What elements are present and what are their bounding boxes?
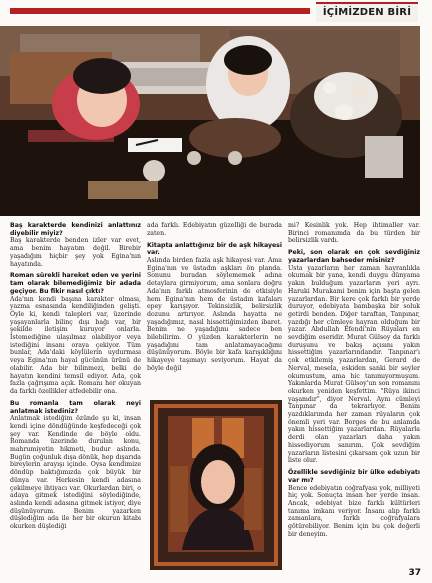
question-text: Roman sürekli hareket eden ve yerini tam olarak bilemediğimiz bir adada geçiyor. Bu fikir nasıl çıktı? [10,272,141,295]
answer-text: mi? Kesinlik yok. Hep ihtimaller var. Birinci romanımda da bu türden bir belirsizlik vardı. [288,222,420,245]
question-text: Bu romanla tam olarak neyi anlatmak istediniz? [10,399,141,415]
interview-photo-illustration [0,26,420,216]
answer-text: Aslında birden fazla aşk hikayesi var. Ama Egina'nın ve üstadın aşkları ön planda. Sonunu buradan söylememek adına detaylara girmiyorum, ama sonlara doğru Ada'nın farklı atmosferinin de etkisiyle hem Egina'nın hem de üstadın kafaları epey karışıyor. Tekinsizlik, belirsizlik dozunu artırıyor. Aslında hayatta ne yaşadığımız, nasıl hissettiğimizden ibaret. Benim ne yaşadığımı sadece ben bilebilirim. O yüzden karakterlerin ne yaşadığını tam anlatamayacağımı düşünüyorum. Böyle bir kafa karışıklığını hikayeye taşımayı seviyorum. Hayat da böyle değil [147,257,282,372]
answer-text: Usta yazarların her zaman hayranlıkla okumak bir yana, kendi duygu dünyama yakın bulduğum yazarların yeri ayrı. Haruki Murakami benim için başta gelen yazarlardan. Bir kere çok farklı bir yerde duruyor, edebiyata bambaşka bir soluk getirdi benden. Diğer taraftan, Tanpınar, yazdığı her cümleye hayran olduğum bir yazar. Abdullah Efendi'nin Rüyaları en sevdiğim eseridir. Murat Gülsoy da farklı duruşunu ve bakış açısını yakın hissettiğim yazarlarındandır. Tanpınar'ı çok etkilemiş yazarlardan, Gerard de Nerval, mesela, eskiden sanki bir seyler okumustum, ama hic tanımıyormuşum. Yakınlarda Murat Gülsoy'un son romanını okurken yeniden keşfettim. "Rüya ikinci yaşamdır", diyor Nerval. Aynı cümleyi Tanpınar da tekrarlıyor. Benim yazdıklarımda her zaman rüyaların çok önemli yeri var. Borges de bu anlamda yakın hissettiğim yazarlardan. Rüyalarla derdi olan yazarları daha yakın hissediyorum sanırım. Çok sevdiğim yazarların listesini çıkarsam çok uzun bir liste olur. [288,264,420,465]
section-title: İÇİMİZDEN BİRİ [316,2,418,22]
answer-text: Ada'nın kendi başına karakter olması, yazma esnasında kendiliğinden gelişti. Öyle ki, kendi talepleri var, üzerinde yaşayanlarla bilinç dışı bağı var, bir şekilde iletişim kuruyor onlarla. İstemediğine ulaşılmaz olabiliyor veya istediğini insanı oraya çekiyor. Tüm bunlar, Ada'daki köylülerin uydurması veya Egina'nın hayal gücünün ürünü de olabilir. Ada bir bilinmezi, belki de hayatın kendini temsil ediyor. Ada, çok fazla çağrışıma açık. Romanı her okuyan da farklı özellikler atfedebilir ona. [10,295,141,395]
answer-text: Baş karakterde benden izler var evet, ama benim hayatım değil. Birebir yaşadığım hiçbir şey yok Egina'nın hayatında. [10,237,141,268]
interview-photo [0,26,420,216]
answer-text: Bence edebiyatın coğrafyası yok, milliyeti hiç yok. Sonuçta insan her yerde insan. Ancak, edebiyat bize farklı kültürleri tanıma imkanı veriyor. İnsanı alıp farklı zamanlara, farklı coğrafyalara götürebiliyor. Benim için bu çok değerli bir deneyim. [288,484,420,538]
header-band [0,0,432,22]
article-column-middle [147,222,282,377]
question-text: Baş karakterde kendinizi anlattınız diyebilir miyiz? [10,222,141,237]
author-photo [150,400,282,570]
question-text: Kitapta anlattığınız bir de aşk hikayesi var. [147,241,282,257]
accent-rule [10,8,310,14]
author-photo-illustration [150,400,282,570]
answer-text: Anlatmak istediğim özünde şu ki, insan kendi içine döndüğünde keşfedeceği çok şey var. Kendinde de böyle oldu. Romanda üzerinde durulan konu, mahrumiyetin hikmeti, budur aslında. Bugün çoğunluk dışa dönük, hep dışarıda bireylerin arayışı içinde. Oysa kendimize döndüp baktığımızda çok büyük bir dünya var. Herkesin kendi adasına çekilmeye ihtiyacı var. Okurlardan biri, o adaya gitmek istediğini söylediğinde, aslında kendi adasına gitmek istiyor, diye düşünüyorum. Benim yazarken düşlediğim ada ile her bir okurun kitabı okurken düşlediği [10,415,141,531]
question-text: Peki, son olarak en çok sevdiğiniz yazarlardan bahseder misiniz? [288,249,420,264]
question-text: Özellikle sevdiğiniz bir ülke edebiyatı var mı? [288,469,420,484]
answer-text: ada farklı. Edebiyatın güzelliği de burada zaten. [147,222,282,237]
page-number: 37 [408,568,421,578]
article-column-left [10,222,141,535]
article-column-right [288,222,420,543]
